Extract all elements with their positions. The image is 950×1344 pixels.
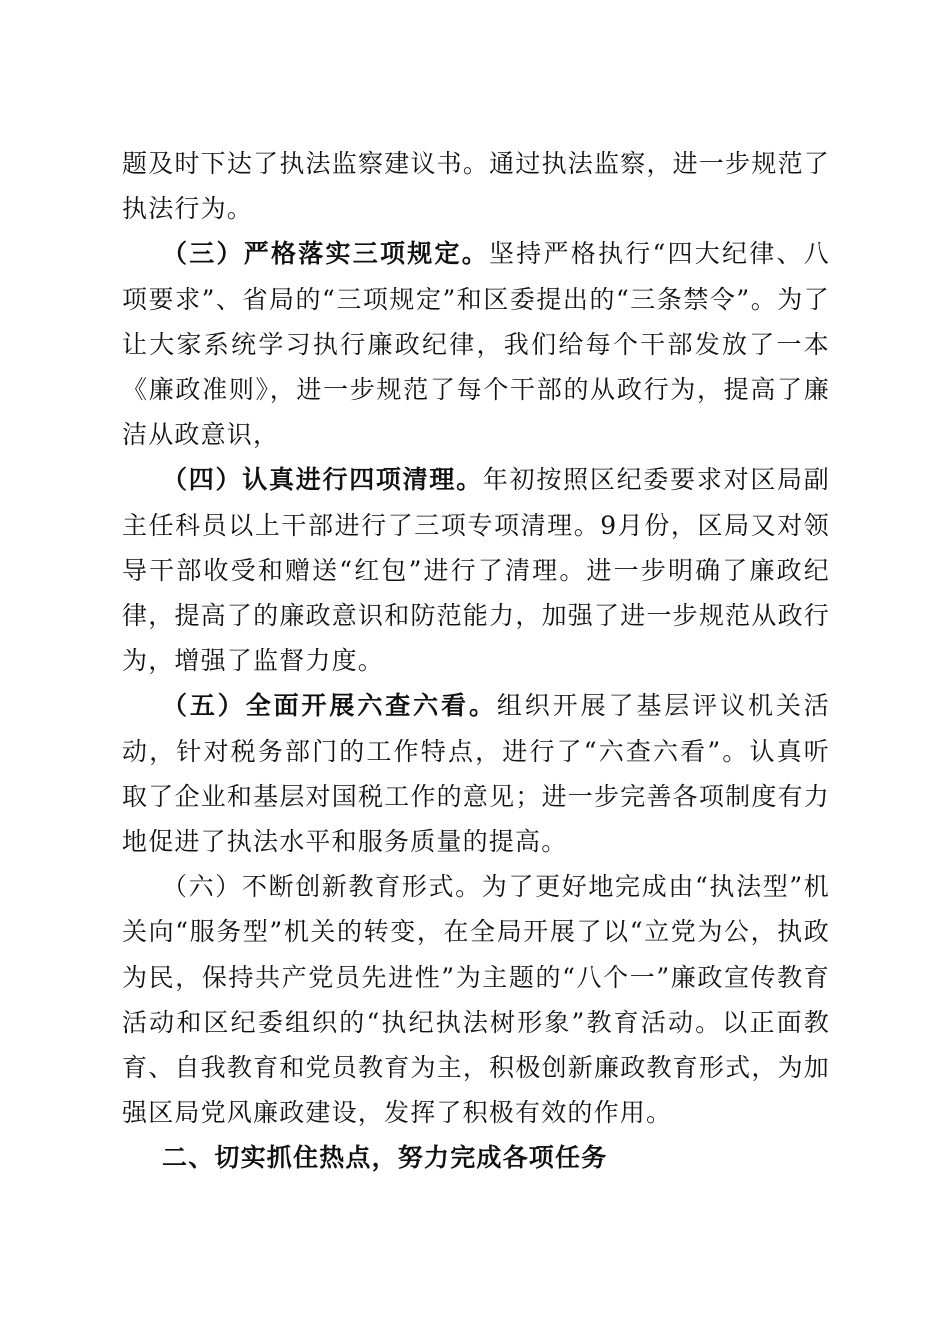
paragraph-section-6 [122, 864, 830, 1135]
paragraph-heading: （三）严格落实三项规定。 [162, 239, 490, 269]
paragraph-continuation [122, 141, 830, 231]
paragraph-text: （六）不断创新教育形式。为了更好地完成由“执法型”机关向“服务型”机关的转变，在全局开展了以“立党为公，执政为民，保持共产党员先进性”为主题的“八个一”廉政宣传教育活动和区纪委组织的“执纪执法树形象”教育活动。以正面教育、自我教育和党员教育为主，积极创新廉政教育形式，为加强区局党风廉政建设，发挥了积极有效的作用。 [122, 872, 830, 1128]
paragraph-text: 组织开展了基层评议机关活动，针对税务部门的工作特点，进行了“六查六看”。认真听取了企业和基层对国税工作的意见；进一步完善各项制度有力地促进了执法水平和服务质量的提高。 [122, 691, 831, 857]
paragraph-section-4 [122, 457, 830, 683]
document-body [122, 141, 830, 1181]
paragraph-text: 题及时下达了执法监察建议书。通过执法监察，进一步规范了执法行为。 [122, 149, 830, 224]
paragraph-text: 年初按照区纪委要求对区局副主任科员以上干部进行了三项专项清理。9月份，区局又对领导干部收受和赠送“红包”进行了清理。进一步明确了廉政纪律，提高了的廉政意识和防范能力，加强了进一步规范从政行为，增强了监督力度。 [122, 465, 830, 676]
paragraph-text: 坚持严格执行“四大纪律、八项要求”、省局的“三项规定”和区委提出的“三条禁令”。为了让大家系统学习执行廉政纪律，我们给每个干部发放了一本《廉政准则》，进一步规范了每个干部的从政行为，提高了廉洁从政意识， [122, 239, 830, 450]
paragraph-heading: （四）认真进行四项清理。 [162, 465, 483, 495]
paragraph-heading: （五）全面开展六查六看。 [162, 691, 497, 721]
paragraph-section-5 [122, 683, 830, 864]
section-title: 二、切实抓住热点，努力完成各项任务 [162, 1143, 608, 1173]
paragraph-section-3 [122, 231, 830, 457]
